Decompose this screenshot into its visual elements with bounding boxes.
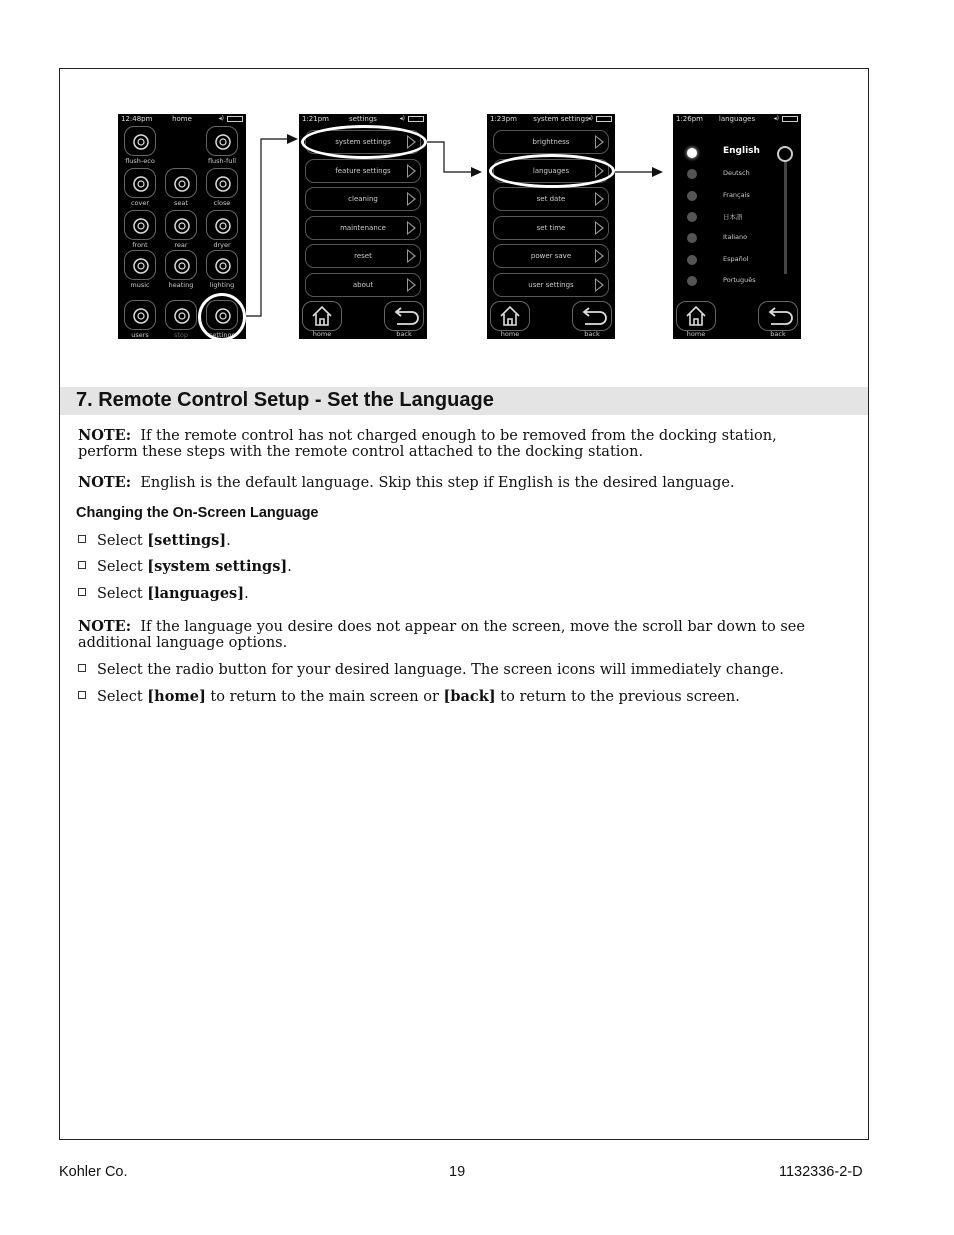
back-label: back	[770, 330, 786, 338]
checkbox-icon	[78, 691, 86, 699]
step-text-end: .	[226, 533, 231, 549]
home-label: home	[686, 330, 706, 338]
arrow-1-line	[246, 139, 288, 316]
step-text: Select	[97, 689, 148, 705]
note-text: English is the default language. Skip this step if English is the desired language.	[140, 475, 735, 491]
step-text-end: to return to the previous screen.	[495, 689, 740, 705]
step-text: Select the radio button for your desired language. The screen icons will immediately change.	[97, 662, 784, 678]
note-charging	[78, 428, 818, 460]
home-label: home	[312, 330, 332, 338]
language-label: Português	[723, 275, 756, 284]
language-label: Français	[723, 190, 750, 199]
back-label: back	[396, 330, 412, 338]
step-select-settings	[78, 533, 231, 549]
menu-item-label: user settings	[528, 280, 574, 289]
step-home-back	[78, 689, 740, 705]
step-bold: [languages]	[147, 585, 245, 602]
language-label: English	[723, 146, 760, 156]
home-btn-label: flush-full	[207, 157, 237, 165]
note-text: If the language you desire does not appear on the screen, move the scroll bar down to see additional language options.	[78, 619, 805, 651]
home-btn-label: music	[130, 281, 150, 289]
step-text: Select	[97, 533, 148, 549]
volume-icon: ◂)	[587, 115, 593, 122]
note-text: If the remote control has not charged enough to be removed from the docking station, perform these steps with the remote control attached to the docking station.	[78, 428, 777, 460]
footer-page-number: 19	[449, 1164, 466, 1180]
note-label: NOTE:	[78, 618, 132, 635]
note-label: NOTE:	[78, 474, 132, 491]
status-time: 12:48pm	[121, 115, 153, 123]
checkbox-icon	[78, 535, 86, 543]
home-btn-label: rear	[174, 241, 188, 249]
step-bold-back: [back]	[443, 688, 496, 705]
step-text-end: .	[287, 559, 292, 575]
subheading: Changing the On-Screen Language	[76, 505, 319, 521]
volume-icon: ◂)	[218, 115, 224, 122]
menu-item-label: cleaning	[348, 195, 378, 203]
note-label: NOTE:	[78, 427, 132, 444]
screen-title: settings	[349, 115, 377, 123]
home-btn-label: heating	[168, 281, 194, 289]
step-select-system-settings	[78, 559, 292, 575]
section-header	[60, 387, 868, 415]
connector-arrows	[0, 0, 954, 400]
arrow-3-head	[652, 167, 663, 177]
footer-doc-number: 1132336-2-D	[779, 1164, 863, 1180]
home-btn-label: close	[213, 199, 231, 207]
note-default-language	[78, 475, 818, 491]
language-label: Deutsch	[723, 169, 750, 178]
step-bold: [system settings]	[147, 558, 288, 575]
home-btn-label: lighting	[209, 281, 235, 289]
step-select-radio	[78, 662, 784, 678]
home-btn-label: users	[131, 331, 149, 339]
menu-item-label: set time	[536, 223, 566, 232]
arrow-2-head	[471, 167, 482, 177]
home-btn-label: stop	[173, 331, 189, 339]
home-label: home	[500, 330, 520, 338]
home-btn-label: cover	[130, 199, 150, 207]
volume-icon: ◂)	[773, 115, 779, 122]
checkbox-icon	[78, 664, 86, 672]
home-btn-label: dryer	[213, 241, 231, 249]
step-text-mid: to return to the main screen or	[205, 689, 444, 705]
screen-title: home	[172, 115, 192, 123]
note-scroll	[78, 619, 818, 651]
checkbox-icon	[78, 588, 86, 596]
step-bold-home: [home]	[147, 688, 206, 705]
footer-company: Kohler Co.	[59, 1164, 128, 1180]
menu-item-label: system settings	[335, 138, 391, 146]
step-bold: [settings]	[147, 532, 227, 549]
step-text: Select	[97, 586, 148, 602]
screen-title: system settings	[533, 115, 589, 123]
arrow-2-line	[427, 142, 472, 172]
language-label: 日本語	[723, 212, 743, 221]
menu-item-label: feature settings	[335, 166, 391, 175]
menu-item-label: power save	[530, 252, 572, 260]
home-btn-label: settings	[209, 331, 235, 339]
step-select-languages	[78, 586, 249, 602]
menu-item-label: set date	[536, 195, 566, 203]
status-time: 1:23pm	[490, 115, 517, 123]
menu-item-label: brightness	[532, 138, 570, 146]
menu-item-label: reset	[354, 252, 372, 260]
section-title: 7. Remote Control Setup - Set the Language	[76, 389, 494, 411]
language-label: Italiano	[723, 233, 748, 242]
menu-item-label: maintenance	[340, 223, 386, 232]
menu-item-label: about	[352, 280, 374, 289]
home-btn-label: flush-eco	[125, 157, 155, 165]
home-btn-label: front	[132, 241, 148, 249]
status-time: 1:21pm	[302, 115, 329, 123]
screen-title: languages	[718, 115, 756, 123]
menu-item-label: languages	[532, 166, 570, 175]
volume-icon: ◂)	[399, 115, 405, 122]
checkbox-icon	[78, 561, 86, 569]
arrow-1-head	[287, 134, 298, 144]
language-label: Español	[723, 254, 749, 263]
status-time: 1:26pm	[676, 115, 703, 123]
step-text-end: .	[244, 586, 249, 602]
step-text: Select	[97, 559, 148, 575]
home-btn-label: seat	[174, 199, 188, 207]
back-label: back	[584, 330, 600, 338]
